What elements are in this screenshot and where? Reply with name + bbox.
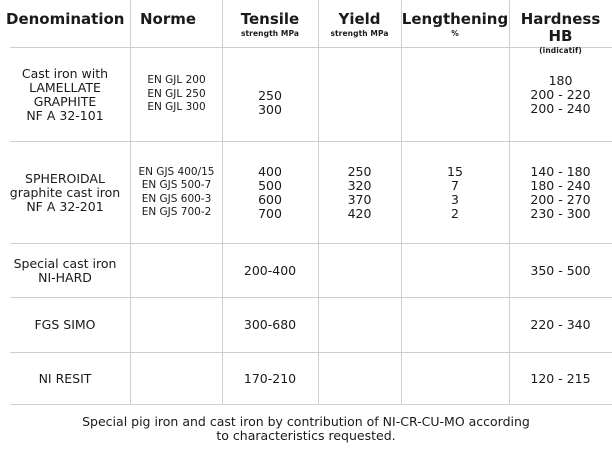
row-divider	[10, 404, 612, 405]
header-tensile: Tensile strength MPa	[222, 11, 318, 38]
row-tensile: 170-210	[243, 370, 297, 386]
row-hardness: 220 - 340	[530, 317, 591, 332]
header-hardness: Hardness HB (indicatif)	[509, 11, 612, 55]
row-denomination: SPHEROIDAL graphite cast iron NF A 32-201	[9, 170, 121, 214]
row-tensile: 250 300	[258, 87, 282, 117]
row-denomination: FGS SIMO	[34, 317, 96, 332]
header-lengthening: Lengthening %	[401, 10, 509, 38]
header-tensile-unit: strength MPa	[240, 29, 300, 38]
row-tensile: 400 500 600 700	[258, 163, 282, 221]
row-hardness: 180 200 - 220 200 - 240	[530, 72, 591, 116]
header-yield-unit: strength MPa	[330, 29, 389, 38]
row-yield: 250 320 370 420	[347, 163, 372, 221]
header-norme: Norme	[140, 10, 197, 28]
row-norme: EN GJL 200 EN GJL 250 EN GJL 300	[147, 74, 206, 114]
row-hardness: 140 - 180 180 - 240 200 - 270 230 - 300	[530, 163, 591, 221]
footnote: Special pig iron and cast iron by contribution of NI-CR-CU-MO according to characteristics requested.	[82, 414, 530, 443]
row-norme: EN GJS 400/15 EN GJS 500-7 EN GJS 600-3 EN GJS 700-2	[138, 165, 215, 218]
row-tensile: 300-680	[243, 317, 297, 332]
header-denomination: Denomination	[6, 10, 125, 28]
row-hardness: 350 - 500	[530, 262, 591, 278]
header-yield: Yield strength MPa	[318, 11, 401, 38]
header-lengthening-unit: %	[451, 29, 459, 38]
row-denomination: Cast iron with LAMELLATE GRAPHITE NF A 32-101	[21, 65, 109, 123]
row-denomination: Special cast iron NI-HARD	[13, 255, 117, 285]
row-denomination: NI RESIT	[38, 370, 92, 386]
row-tensile: 200-400	[243, 262, 297, 278]
row-hardness: 120 - 215	[530, 370, 591, 386]
row-lengthening: 15 7 3 2	[447, 163, 463, 221]
header-hardness-unit: (indicatif)	[539, 46, 582, 55]
